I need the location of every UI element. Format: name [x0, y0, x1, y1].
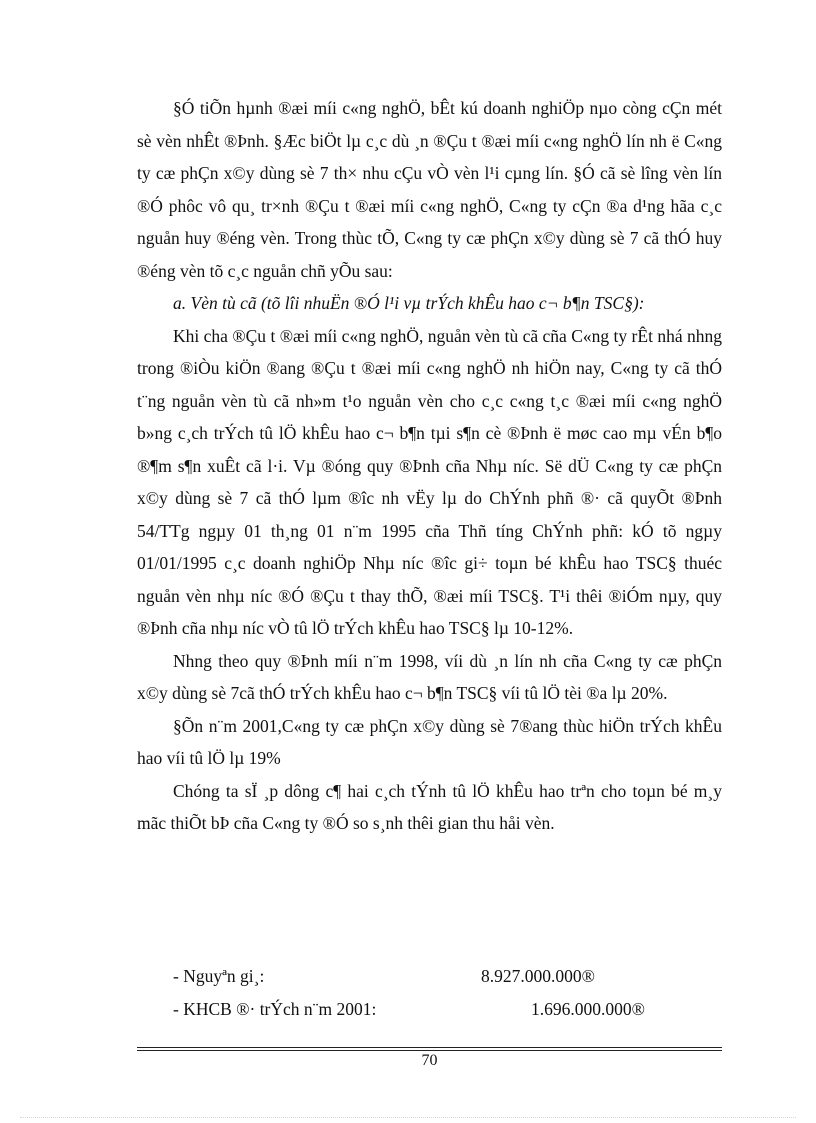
- page-edge-divider: [20, 1117, 796, 1118]
- figure-row-depreciation: [173, 993, 693, 1026]
- paragraph-rate-2001: §Õn n¨m 2001,C«ng ty cæ phÇn x©y dùng sè 7®ang thùc hiÖn trÝch khÊu hao víi tû lÖ lµ 19%: [137, 715, 722, 768]
- paragraph-comparison: Chóng ta sÏ ¸p dông c¶ hai c¸ch tÝnh tû lÖ khÊu hao trªn cho toµn bé m¸y mãc thiÕt bÞ cña C«ng ty ®Ó so s¸nh thêi gian thu håi vèn.: [137, 780, 722, 833]
- figure-label: - KHCB ®· trÝch n¨m 2001:: [173, 998, 377, 1019]
- figure-label: - Nguyªn gi¸:: [173, 966, 265, 986]
- figure-value: 8.927.000.000®: [481, 966, 595, 986]
- footer-rule-top: [137, 1047, 722, 1048]
- page-number: 70: [421, 1052, 438, 1069]
- footer-rule-bottom: [137, 1050, 722, 1051]
- paragraph-heading-equity-capital: a. Vèn tù cã (tõ lîi nhuËn ®Ó l¹i vµ trÝch khÊu hao c¬ b¶n TSC§):: [173, 293, 645, 313]
- figure-row-original-cost: [173, 960, 693, 993]
- paragraph-new-regulation-1998: Nhng theo quy ®Þnh míi n¨m 1998, víi dù ¸n lín nh cña C«ng ty cæ phÇn x©y dùng sè 7cã thÓ trÝch khÊu hao c¬ b¶n TSC§ víi tû lÖ tèi ®a lµ 20%.: [137, 650, 722, 703]
- paragraph-depreciation-policy: Khi cha ®Çu t ®æi míi c«ng nghÖ, nguån vèn tù cã cña C«ng ty rÊt nhá nhng trong ®iÒu kiÖn ®ang ®Çu t ®æi míi c«ng nghÖ nh hiÖn nay, C«ng ty cã thÓ t¨ng nguån vèn tù cã nh»m t¹o nguån vèn cho c¸c c«ng t¸c ®æi míi c«ng nghÖ b»ng c¸ch trÝch tû lÖ khÊu hao c¬ b¶n tµi s¶n cè ®Þnh ë møc cao mµ vÉn b¶o ®¶m s¶n xuÊt cã l·i. Vµ ®óng quy ®Þnh cña Nhµ níc. Së dÜ C«ng ty cæ phÇn x©y dùng sè 7 cã thÓ lµm ®îc nh vËy lµ do ChÝnh phñ ®· cã quyÕt ®Þnh 54/TTg ngµy 01 th¸ng 01 n¨m 1995 cña Thñ tíng ChÝnh phñ: kÓ tõ ngµy 01/01/1995 c¸c doanh nghiÖp Nhµ níc ®îc gi÷ toµn bé khÊu hao TSC§ thuéc nguån vèn nhµ níc ®Ó ®Çu t thay thÕ, ®æi míi TSC§. T¹i thêi ®iÓm nµy, quy ®Þnh cña nhµ níc vÒ tû lÖ trÝch khÊu hao TSC§ lµ 10-12%.: [137, 325, 722, 638]
- paragraph-intro: §Ó tiÕn hµnh ®æi míi c«ng nghÖ, bÊt kú doanh nghiÖp nµo còng cÇn mét sè vèn nhÊt ®Þnh. §Æc biÖt lµ c¸c dù ¸n ®Çu t ®æi míi c«ng nghÖ lín nh ë C«ng ty cæ phÇn x©y dùng sè 7 th× nhu cÇu vÒ vèn l¹i cµng lín. §Ó cã sè lîng vèn lín ®Ó phôc vô qu¸ tr×nh ®Çu t ®æi míi c«ng nghÖ, C«ng ty cÇn ®a d¹ng hãa c¸c nguån huy ®éng vèn. Trong thùc tÕ, C«ng ty cæ phÇn x©y dùng sè 7 cã thÓ huy ®éng vèn tõ c¸c nguån chñ yÕu sau:: [137, 98, 722, 281]
- figure-value: 1.696.000.000®: [531, 998, 645, 1019]
- figures-list: [173, 960, 693, 1025]
- body-text: [137, 92, 722, 840]
